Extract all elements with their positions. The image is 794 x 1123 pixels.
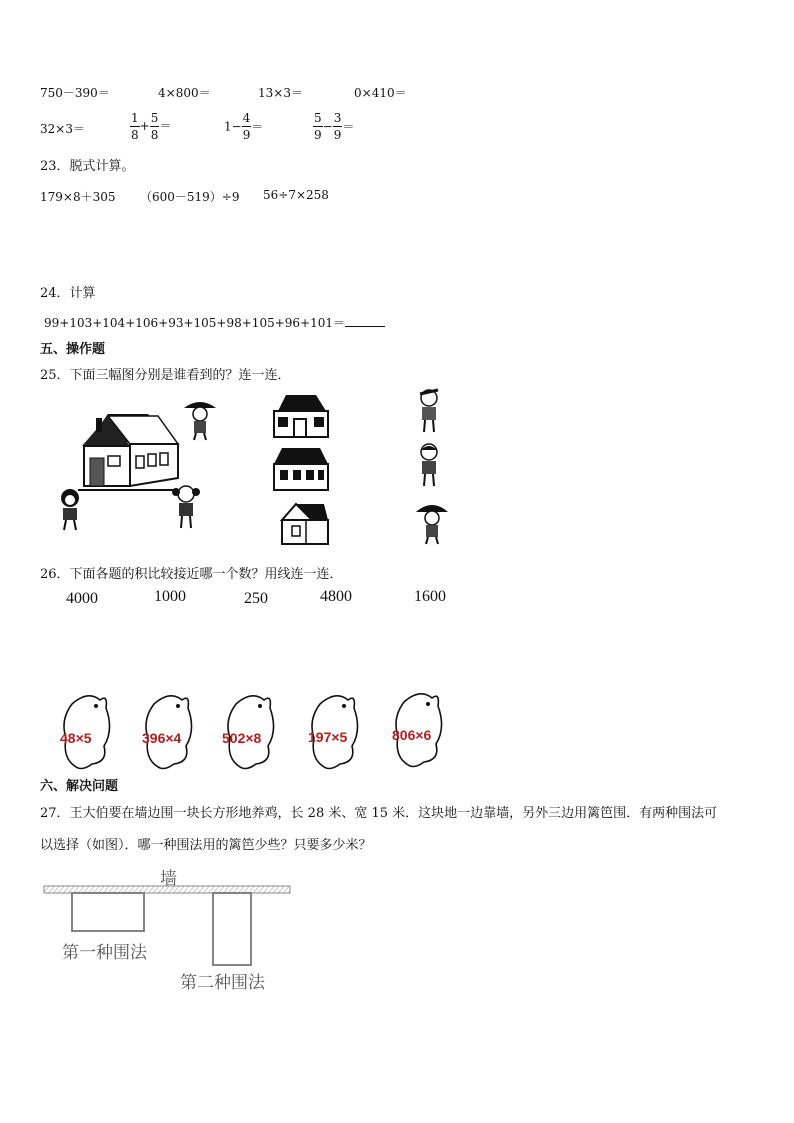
child-view-2 xyxy=(412,442,446,488)
question-text: 27．王大伯要在墙边围一块长方形地养鸡，长 28 米、宽 15 米．这块地一边靠墙，另外三边用篱笆围．有两种围法可 xyxy=(40,806,718,821)
method-two-label: 第二种围法 xyxy=(180,973,265,993)
house-view-side xyxy=(270,446,332,492)
fraction-diff: 1− $\frac{4}{9}$ ＝ xyxy=(224,111,264,142)
question-title: 25．下面三幅图分别是谁看到的？连一连． xyxy=(40,368,291,383)
target-number[interactable]: 4800 xyxy=(320,588,352,605)
target-number[interactable]: 4000 xyxy=(66,590,98,607)
child-figure-front xyxy=(168,484,204,530)
ghost-expression[interactable]: 396×4 xyxy=(142,730,182,746)
question-title: 23．脱式计算。 xyxy=(40,159,135,174)
expression: 56÷7×258 xyxy=(263,188,329,202)
ghost-expression[interactable]: 48×5 xyxy=(60,730,92,746)
question-title: 24．计算 xyxy=(40,286,96,301)
house-view-front xyxy=(270,393,332,439)
target-number[interactable]: 250 xyxy=(244,590,268,607)
fraction: $\frac{5}{8}$ xyxy=(150,111,159,142)
expression: 179×8＋305 xyxy=(40,190,116,204)
ghost-expression[interactable]: 502×8 xyxy=(222,730,262,746)
oral-item: 13×3＝ xyxy=(258,86,303,100)
method-one-label: 第一种围法 xyxy=(62,943,147,963)
oral-item: 750－390＝ xyxy=(40,86,110,100)
ghost-expression[interactable]: 806×6 xyxy=(392,727,432,743)
house-view-top xyxy=(278,500,334,546)
fraction: $\frac{3}{9}$ xyxy=(333,111,342,142)
ghost-expression[interactable]: 197×5 xyxy=(308,729,348,745)
target-number[interactable]: 1000 xyxy=(154,588,186,605)
expression: 99+103+104+106+93+105+98+105+96+101＝ xyxy=(44,314,385,331)
answer-blank[interactable] xyxy=(345,314,385,327)
child-figure-left xyxy=(50,486,90,532)
section-heading: 六、解决问题 xyxy=(40,779,119,794)
target-number[interactable]: 1600 xyxy=(414,588,446,605)
child-view-3 xyxy=(412,498,452,546)
fraction-diff: $\frac{5}{9}$ − $\frac{3}{9}$ ＝ xyxy=(314,111,355,142)
fraction: $\frac{5}{9}$ xyxy=(314,111,322,142)
child-figure-umbrella xyxy=(180,396,220,442)
oral-item: 4×800＝ xyxy=(158,86,211,100)
fraction: $\frac{4}{9}$ xyxy=(242,111,251,142)
child-view-1 xyxy=(412,388,446,434)
fraction: $\frac{1}{8}$ xyxy=(131,111,139,142)
section-heading: 五、操作题 xyxy=(40,342,106,357)
wall-label: 墙 xyxy=(160,869,177,889)
fraction-sum: $\frac{1}{8}$ + $\frac{5}{8}$ ＝ xyxy=(131,111,172,142)
question-text: 以选择（如图）．哪一种围法用的篱笆少些？只要多少米？ xyxy=(40,838,372,853)
house-illustration xyxy=(78,408,182,492)
expression: （600－519）÷9 xyxy=(140,190,240,204)
oral-item: 0×410＝ xyxy=(354,86,407,100)
oral-item: 32×3＝ xyxy=(40,122,85,136)
question-title: 26．下面各题的积比较接近哪一个数？用线连一连． xyxy=(40,567,343,582)
